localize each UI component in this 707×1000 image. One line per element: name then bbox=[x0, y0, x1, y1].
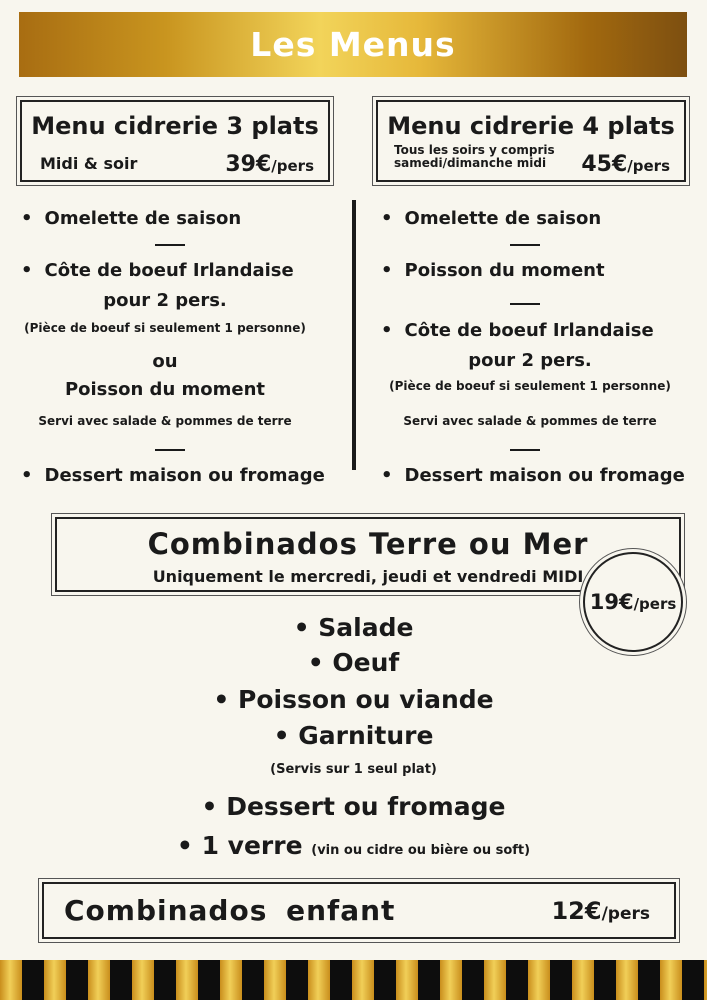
menu-3-subtitle: Midi & soir bbox=[40, 154, 138, 173]
combinados-title: Combinados Terre ou Mer bbox=[147, 527, 589, 561]
list-item-note: (Pièce de boeuf si seulement 1 personne) bbox=[389, 379, 671, 393]
combinados-price-value: 19€ bbox=[589, 590, 634, 614]
page-title: Les Menus bbox=[250, 25, 456, 64]
enfant-price-unit: /pers bbox=[601, 904, 650, 924]
combinados-subtitle-midi: MIDI bbox=[542, 567, 584, 586]
column-divider bbox=[352, 200, 356, 470]
list-item: • Côte de boeuf Irlandaise bbox=[381, 320, 654, 341]
combinados-subtitle-text: Uniquement le mercredi, jeudi et vendredi bbox=[152, 567, 537, 586]
menu-4-subtitle-line1: Tous les soirs y compris bbox=[394, 143, 555, 157]
list-item: • Dessert maison ou fromage bbox=[381, 465, 685, 486]
menu-3-title: Menu cidrerie 3 plats bbox=[31, 112, 319, 140]
list-item: • Dessert ou fromage bbox=[0, 792, 707, 821]
list-item-detail: pour 2 pers. bbox=[103, 290, 227, 311]
list-item: • Côte de boeuf Irlandaise bbox=[21, 260, 294, 281]
enfant-price-value: 12€ bbox=[551, 897, 602, 925]
list-item: • Poisson du moment bbox=[381, 260, 605, 281]
combinados-note: (Servis sur 1 seul plat) bbox=[270, 762, 437, 777]
list-item: • Dessert maison ou fromage bbox=[21, 465, 325, 486]
menu-4-title: Menu cidrerie 4 plats bbox=[387, 112, 675, 140]
menu-3-price-value: 39€ bbox=[225, 152, 272, 177]
drink-options: (vin ou cidre ou bière ou soft) bbox=[311, 843, 531, 858]
list-item-drink bbox=[0, 831, 707, 860]
menu-4-subtitle bbox=[394, 144, 555, 170]
menu-3-price-unit: /pers bbox=[271, 157, 314, 175]
separator bbox=[510, 449, 540, 451]
menu-4-subtitle-line2: samedi/dimanche midi bbox=[394, 156, 547, 170]
separator bbox=[155, 244, 185, 246]
list-item-or: ou bbox=[152, 351, 178, 372]
list-item: • Salade bbox=[0, 613, 707, 642]
separator bbox=[510, 303, 540, 305]
menu-4-plats-header bbox=[376, 100, 686, 182]
list-item: • Garniture bbox=[0, 721, 707, 750]
list-item-note: Servi avec salade & pommes de terre bbox=[38, 414, 292, 428]
separator bbox=[155, 449, 185, 451]
decorative-stripes bbox=[0, 960, 707, 1000]
combinados-price-unit: /pers bbox=[633, 595, 677, 613]
enfant-header bbox=[42, 882, 676, 939]
combinados-price bbox=[590, 590, 677, 614]
list-item-detail: pour 2 pers. bbox=[468, 350, 592, 371]
menu-3-price bbox=[225, 152, 314, 177]
enfant-title: Combinados enfant bbox=[64, 894, 396, 927]
menu-4-price bbox=[581, 152, 670, 177]
separator bbox=[510, 244, 540, 246]
list-item: • Omelette de saison bbox=[21, 208, 241, 229]
list-item-note: (Pièce de boeuf si seulement 1 personne) bbox=[24, 321, 306, 335]
list-item-detail: Poisson du moment bbox=[64, 379, 266, 400]
list-item-note: Servi avec salade & pommes de terre bbox=[403, 414, 657, 428]
enfant-price bbox=[551, 897, 650, 925]
list-item: • Omelette de saison bbox=[381, 208, 601, 229]
list-item: • Oeuf bbox=[0, 648, 707, 677]
menu-4-price-value: 45€ bbox=[581, 152, 628, 177]
menu-4-price-unit: /pers bbox=[627, 157, 670, 175]
header-banner bbox=[19, 12, 687, 77]
menu-3-plats-header bbox=[20, 100, 330, 182]
drink-label: 1 verre bbox=[201, 831, 303, 860]
list-item: • Poisson ou viande bbox=[0, 685, 707, 714]
